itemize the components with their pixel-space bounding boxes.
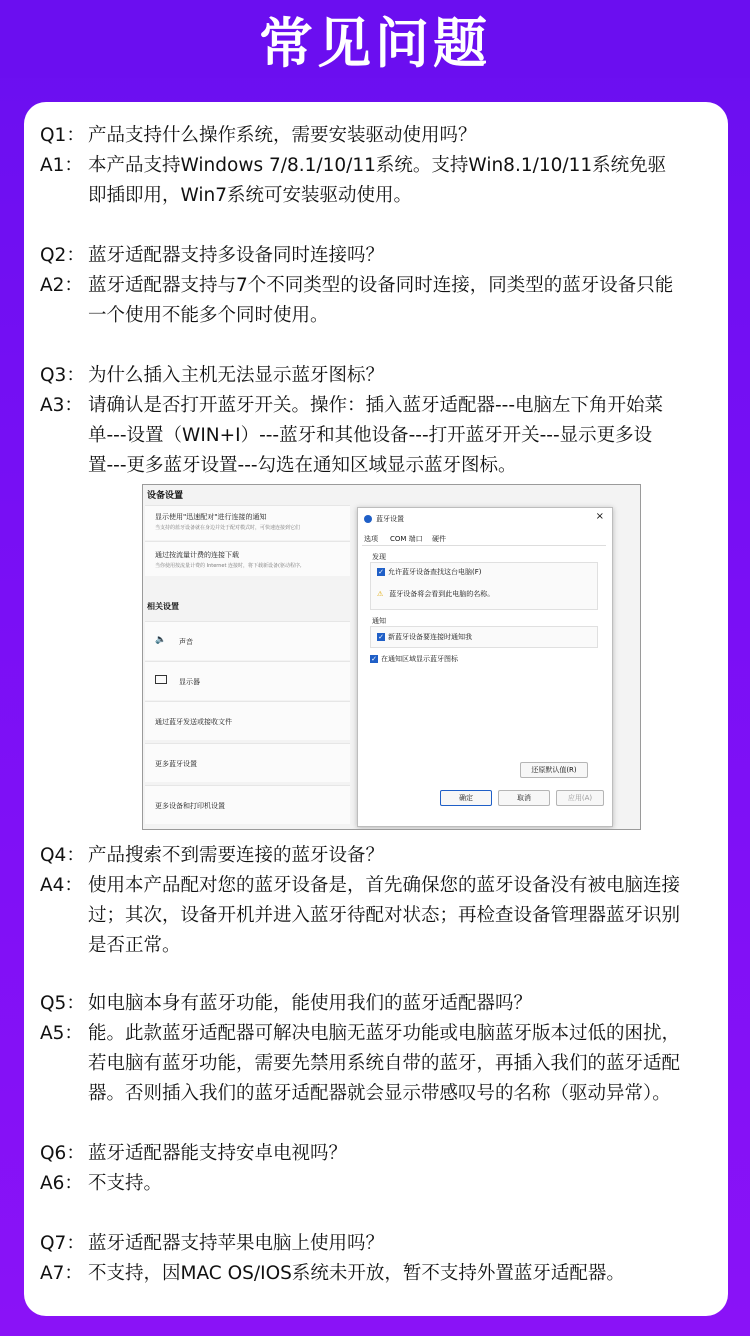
bluetooth-settings-screenshot — [142, 484, 641, 830]
tab-options[interactable]: 选项 — [364, 535, 378, 543]
bluetooth-settings-dialog — [357, 507, 613, 827]
checkmark-icon: ✓ — [378, 568, 384, 576]
warning-icon: ⚠ — [377, 590, 384, 598]
question-label: Q5： — [40, 993, 85, 1014]
question-text: 产品支持什么操作系统，需要安装驱动使用吗？ — [88, 125, 477, 146]
question-label: Q6： — [40, 1143, 85, 1164]
apply-button[interactable]: 应用(A) — [556, 790, 604, 806]
answer-text: 使用本产品配对您的蓝牙设备是，首先确保您的蓝牙设备没有被电脑连接 — [88, 875, 681, 896]
notify-new-label: 新蓝牙设备要连接时通知我 — [388, 633, 472, 641]
notify-new-checkbox[interactable] — [377, 632, 472, 642]
answer-label: A2： — [40, 275, 83, 296]
faq-card — [24, 102, 728, 1316]
checkmark-icon: ✓ — [378, 633, 384, 641]
allow-discovery-label: 允许蓝牙设备查找这台电脑(F) — [388, 568, 482, 576]
show-icon-label: 在通知区域显示蓝牙图标 — [381, 655, 458, 663]
cancel-button[interactable]: 取消 — [498, 790, 550, 806]
answer-label: A1： — [40, 155, 83, 176]
answer-label: A7： — [40, 1263, 83, 1284]
question-label: Q4： — [40, 845, 85, 866]
related-item-send-files[interactable] — [145, 701, 350, 740]
related-item-display[interactable] — [145, 661, 350, 700]
quick-pair-title: 显示使用"迅速配对"进行连接的通知 — [155, 513, 267, 521]
answer-text: 本产品支持Windows 7/8.1/10/11系统。支持Win8.1/10/11系统免驱 — [88, 155, 667, 176]
related-item-label: 更多蓝牙设置 — [155, 760, 197, 768]
answer-label: A4： — [40, 875, 83, 896]
bluetooth-icon — [364, 515, 372, 523]
related-heading: 相关设置 — [147, 602, 179, 611]
tab-hardware[interactable]: 硬件 — [432, 535, 446, 543]
answer-text: 一个使用不能多个同时使用。 — [88, 305, 329, 326]
speaker-icon: 🔈 — [155, 635, 167, 645]
question-text: 如电脑本身有蓝牙功能，能使用我们的蓝牙适配器吗？ — [88, 993, 533, 1014]
answer-text: 过；其次，设备开机并进入蓝牙待配对状态；再检查设备管理器蓝牙识别 — [88, 905, 681, 926]
discovery-group — [370, 562, 598, 610]
dialog-title: 蓝牙设置 — [376, 515, 404, 523]
quick-pair-row — [145, 505, 350, 540]
answer-text: 单---设置（WIN+I）---蓝牙和其他设备---打开蓝牙开关---显示更多设 — [88, 425, 653, 446]
quick-pair-desc: 当支持的蓝牙设备就在身边并处于配对模式时，可快速连接到它们 — [155, 525, 301, 531]
question-text: 为什么插入主机无法显示蓝牙图标？ — [88, 365, 385, 386]
metered-row — [145, 541, 350, 576]
question-label: Q2： — [40, 245, 85, 266]
related-item-label: 通过蓝牙发送或接收文件 — [155, 718, 232, 726]
answer-label: A6： — [40, 1173, 83, 1194]
metered-desc: 当你使用按流量计费的 Internet 连接时，将下载新设备(驱动程序, — [155, 563, 302, 569]
question-text: 蓝牙适配器支持多设备同时连接吗？ — [88, 245, 385, 266]
monitor-icon — [155, 675, 167, 684]
allow-discovery-checkbox[interactable] — [377, 567, 482, 577]
answer-label: A3： — [40, 395, 83, 416]
answer-text: 器。否则插入我们的蓝牙适配器就会显示带感叹号的名称（驱动异常）。 — [88, 1083, 671, 1104]
answer-label: A5： — [40, 1023, 83, 1044]
question-label: Q7： — [40, 1233, 85, 1254]
question-label: Q1： — [40, 125, 85, 146]
question-text: 产品搜索不到需要连接的蓝牙设备？ — [88, 845, 385, 866]
dialog-tabs — [362, 531, 606, 546]
metered-title: 通过按流量计费的连接下载 — [155, 551, 239, 559]
question-text: 蓝牙适配器能支持安卓电视吗？ — [88, 1143, 348, 1164]
notify-label: 通知 — [372, 617, 386, 625]
answer-text: 蓝牙适配器支持与7个不同类型的设备同时连接，同类型的蓝牙设备只能 — [88, 275, 674, 296]
tab-com-port[interactable]: COM 端口 — [390, 535, 423, 543]
ok-button[interactable]: 确定 — [440, 790, 492, 806]
related-item-more-bluetooth[interactable] — [145, 743, 350, 782]
checkmark-icon: ✓ — [371, 655, 377, 663]
question-label: Q3： — [40, 365, 85, 386]
settings-title: 设备设置 — [147, 491, 184, 501]
answer-text: 是否正常。 — [88, 935, 181, 956]
close-icon[interactable]: × — [595, 511, 604, 522]
answer-text: 即插即用，Win7系统可安装驱动使用。 — [88, 185, 413, 206]
question-text: 蓝牙适配器支持苹果电脑上使用吗？ — [88, 1233, 385, 1254]
related-item-label: 更多设备和打印机设置 — [155, 802, 225, 810]
discovery-label: 发现 — [372, 553, 386, 561]
answer-text: 能。此款蓝牙适配器可解决电脑无蓝牙功能或电脑蓝牙版本过低的困扰， — [88, 1023, 681, 1044]
answer-text: 置---更多蓝牙设置---勾选在通知区域显示蓝牙图标。 — [88, 455, 517, 476]
related-item-devices-printers[interactable] — [145, 785, 350, 824]
answer-text: 若电脑有蓝牙功能，需要先禁用系统自带的蓝牙，再插入我们的蓝牙适配 — [88, 1053, 681, 1074]
notify-group — [370, 626, 598, 648]
discovery-warning — [377, 589, 494, 599]
restore-default-button[interactable]: 还原默认值(R) — [520, 762, 588, 778]
related-item-sound[interactable] — [145, 621, 350, 660]
related-item-label: 声音 — [179, 638, 193, 646]
warning-text: 蓝牙设备将会看到此电脑的名称。 — [389, 590, 495, 598]
answer-text: 不支持，因MAC OS/IOS系统未开放，暂不支持外置蓝牙适配器。 — [88, 1263, 625, 1284]
related-item-label: 显示器 — [179, 678, 200, 686]
answer-text: 请确认是否打开蓝牙开关。操作：插入蓝牙适配器---电脑左下角开始菜 — [88, 395, 664, 416]
show-icon-checkbox[interactable] — [370, 654, 458, 664]
page-title: 常见问题 — [259, 11, 491, 75]
answer-text: 不支持。 — [88, 1173, 163, 1194]
page-header — [0, 0, 750, 78]
